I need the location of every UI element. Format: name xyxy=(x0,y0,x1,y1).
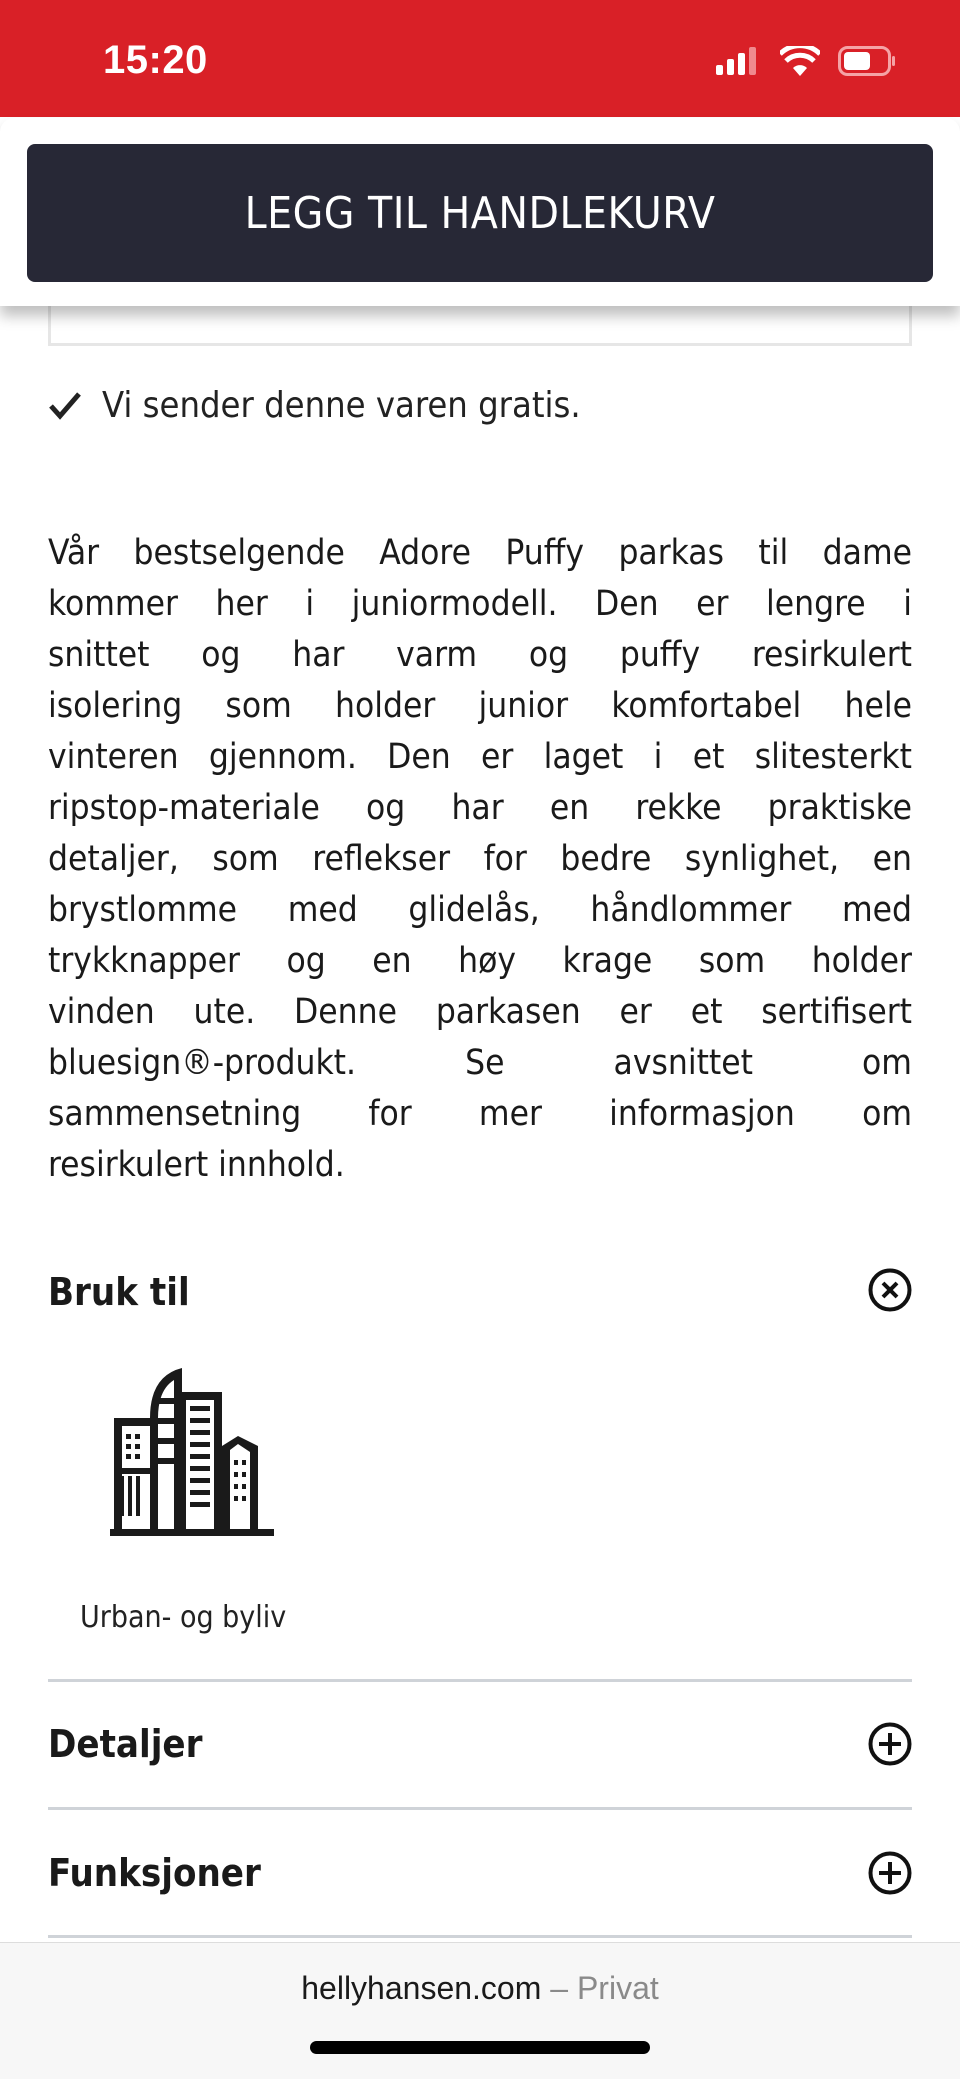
browser-address-bar[interactable] xyxy=(0,1942,960,2079)
plus-circle-icon[interactable] xyxy=(868,1722,912,1766)
add-to-cart-button[interactable]: LEGG TIL HANDLEKURV xyxy=(27,144,933,282)
status-time: 15:20 xyxy=(103,38,208,82)
description-line: isolering som holder junior komfortabel hele xyxy=(48,686,912,726)
description-line: vinteren gjennom. Den er laget i et slitesterkt xyxy=(48,737,912,777)
description-line: resirkulert innhold. xyxy=(48,1145,345,1185)
home-indicator[interactable] xyxy=(310,2041,650,2054)
browser-domain[interactable]: hellyhansen.com xyxy=(301,1970,542,2006)
description-line: detaljer, som reflekser for bedre synlighet, en xyxy=(48,839,912,879)
free-shipping-note xyxy=(48,385,581,426)
divider xyxy=(48,1935,912,1938)
section-title-features[interactable]: Funksjoner xyxy=(48,1851,261,1895)
description-line: vinden ute. Denne parkasen er et sertifisert xyxy=(48,992,912,1032)
private-mode-label: – Privat xyxy=(550,1970,659,2006)
description-line: ripstop-materiale og har en rekke praktiske xyxy=(48,788,912,828)
description-line: snittet og har varm og puffy resirkulert xyxy=(48,635,912,675)
description-line: trykknapper og en høy krage som holder xyxy=(48,941,912,981)
description-line: bluesign®-produkt. Se avsnittet om xyxy=(48,1043,912,1083)
description-line: brystlomme med glidelås, håndlommer med xyxy=(48,890,912,930)
status-bar xyxy=(0,0,960,117)
divider xyxy=(48,1807,912,1810)
section-title-use[interactable]: Bruk til xyxy=(48,1270,190,1314)
use-item-label: Urban- og byliv xyxy=(80,1600,287,1635)
section-title-details[interactable]: Detaljer xyxy=(48,1722,203,1766)
free-shipping-text: Vi sender denne varen gratis. xyxy=(102,385,581,426)
close-circle-icon[interactable] xyxy=(868,1268,912,1312)
description-line: kommer her i juniormodell. Den er lengre i xyxy=(48,584,912,624)
battery-icon xyxy=(838,46,896,76)
description-line: sammensetning for mer informasjon om xyxy=(48,1094,912,1134)
divider xyxy=(48,1679,912,1682)
sticky-cart-panel xyxy=(0,118,960,306)
wifi-icon xyxy=(780,46,820,76)
product-description xyxy=(48,528,912,1191)
description-line: Vår bestselgende Adore Puffy parkas til dame xyxy=(48,533,912,573)
signal-icon xyxy=(716,47,762,75)
plus-circle-icon[interactable] xyxy=(868,1851,912,1895)
city-buildings-icon xyxy=(110,1368,274,1540)
checkmark-icon xyxy=(48,391,82,421)
